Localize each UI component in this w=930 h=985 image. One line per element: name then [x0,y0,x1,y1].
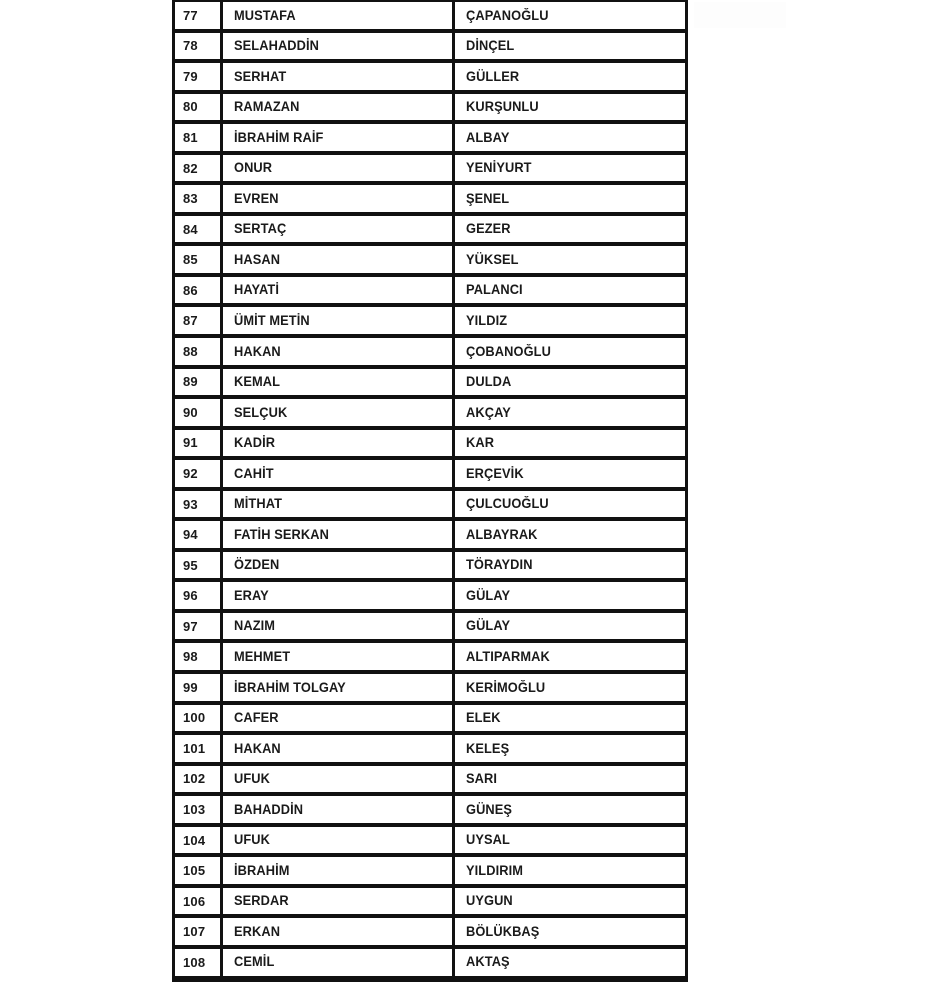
first-name-cell [223,703,455,734]
table-row [175,61,685,92]
last-name-cell [455,122,685,153]
first-name-text: ONUR [234,160,273,176]
table-row [175,947,685,978]
first-name-cell [223,367,455,398]
last-name-cell [455,214,685,245]
last-name-cell [455,275,685,306]
table-row [175,641,685,672]
row-index-cell [175,0,223,31]
first-name-cell [223,428,455,459]
table-row [175,611,685,642]
table-row [175,275,685,306]
last-name-text: YILDIRIM [466,862,524,878]
last-name-cell [455,367,685,398]
row-index-cell [175,733,223,764]
row-index-cell [175,305,223,336]
last-name-text: PALANCI [466,282,523,298]
first-name-cell [223,947,455,978]
last-name-text: YÜKSEL [466,251,519,267]
row-index-text: 99 [183,679,198,695]
row-index-text: 81 [183,129,198,145]
table-row [175,153,685,184]
first-name-text: HAKAN [234,740,281,756]
row-index-cell [175,611,223,642]
first-name-cell [223,92,455,123]
last-name-text: YENİYURT [466,160,532,176]
table-row [175,764,685,795]
first-name-cell [223,855,455,886]
row-index-text: 93 [183,496,198,512]
row-index-cell [175,153,223,184]
row-index-cell [175,428,223,459]
table-row [175,672,685,703]
row-index-text: 103 [183,801,206,817]
row-index-text: 86 [183,282,198,298]
last-name-text: ERÇEVİK [466,465,524,481]
first-name-text: UFUK [234,832,271,848]
last-name-text: ALBAYRAK [466,526,538,542]
first-name-text: CAFER [234,710,279,726]
row-index-text: 94 [183,527,198,543]
table-row [175,519,685,550]
last-name-cell [455,428,685,459]
last-name-text: ALTIPARMAK [466,649,550,664]
first-name-text: UFUK [234,771,271,787]
last-name-cell [455,61,685,92]
last-name-cell [455,183,685,214]
last-name-text: BÖLÜKBAŞ [466,923,540,939]
first-name-cell [223,31,455,62]
last-name-cell [455,641,685,672]
last-name-text: UYSAL [466,832,510,848]
table-row [175,92,685,123]
row-index-text: 82 [183,160,198,176]
last-name-text: GEZER [466,221,511,237]
first-name-cell [223,275,455,306]
first-name-cell [223,580,455,611]
first-name-cell [223,244,455,275]
table-row [175,122,685,153]
last-name-cell [455,550,685,581]
first-name-cell [223,550,455,581]
first-name-cell [223,61,455,92]
first-name-cell [223,397,455,428]
table-row [175,458,685,489]
first-name-text: SELAHADDİN [234,38,320,54]
last-name-cell [455,489,685,520]
table-row [175,0,685,31]
first-name-text: ÖZDEN [234,557,280,573]
first-name-cell [223,825,455,856]
row-index-cell [175,31,223,62]
first-name-cell [223,886,455,917]
table-row [175,489,685,520]
row-index-text: 100 [183,710,206,726]
first-name-text: MUSTAFA [234,7,296,23]
row-index-text: 92 [183,465,198,481]
row-index-text: 105 [183,863,206,879]
row-index-cell [175,641,223,672]
first-name-text: SELÇUK [234,404,288,420]
last-name-text: ÇULCUOĞLU [466,496,549,512]
last-name-text: GÜNEŞ [466,801,513,817]
first-name-cell [223,305,455,336]
last-name-cell [455,0,685,31]
row-index-text: 106 [183,893,206,909]
first-name-cell [223,183,455,214]
last-name-text: ÇOBANOĞLU [466,343,551,359]
last-name-cell [455,886,685,917]
last-name-text: GÜLLER [466,68,520,84]
first-name-text: İBRAHİM RAİF [234,129,324,145]
row-index-cell [175,244,223,275]
table-row [175,794,685,825]
table-row [175,183,685,214]
table-row [175,550,685,581]
last-name-text: AKÇAY [466,404,511,420]
row-index-text: 90 [183,404,198,420]
first-name-text: SERDAR [234,893,289,909]
first-name-text: NAZIM [234,618,276,634]
last-name-cell [455,31,685,62]
row-index-cell [175,122,223,153]
row-index-cell [175,916,223,947]
last-name-text: ÇAPANOĞLU [466,7,549,23]
row-index-text: 97 [183,618,198,634]
last-name-cell [455,825,685,856]
first-name-text: CEMİL [234,954,275,970]
row-index-text: 88 [183,343,198,359]
table-row [175,855,685,886]
first-name-text: KADİR [234,435,276,451]
last-name-cell [455,764,685,795]
last-name-text: SARI [466,771,498,787]
last-name-cell [455,611,685,642]
first-name-text: KEMAL [234,374,281,390]
first-name-cell [223,153,455,184]
row-index-cell [175,550,223,581]
row-index-cell [175,764,223,795]
table-row [175,733,685,764]
first-name-text: SERHAT [234,68,287,84]
last-name-cell [455,519,685,550]
first-name-cell [223,641,455,672]
last-name-text: UYGUN [466,893,513,909]
row-index-text: 85 [183,252,198,268]
row-index-cell [175,61,223,92]
row-index-cell [175,183,223,214]
row-index-cell [175,703,223,734]
last-name-text: DİNÇEL [466,38,515,54]
last-name-text: KURŞUNLU [466,99,539,115]
row-index-cell [175,519,223,550]
last-name-cell [455,672,685,703]
row-index-text: 87 [183,313,198,329]
first-name-cell [223,733,455,764]
row-index-text: 98 [183,649,198,665]
row-index-text: 108 [183,954,206,970]
first-name-text: HASAN [234,251,281,267]
last-name-cell [455,336,685,367]
row-index-text: 83 [183,191,198,207]
row-index-cell [175,580,223,611]
last-name-text: TÖRAYDIN [466,557,533,573]
first-name-cell [223,122,455,153]
table-row [175,397,685,428]
row-index-cell [175,794,223,825]
table-row [175,336,685,367]
first-name-text: ÜMİT METİN [234,312,310,328]
row-index-text: 96 [183,588,198,604]
last-name-text: GÜLAY [466,587,511,603]
first-name-cell [223,489,455,520]
table-row [175,244,685,275]
last-name-cell [455,153,685,184]
row-index-text: 78 [183,38,198,54]
row-index-cell [175,367,223,398]
row-index-cell [175,458,223,489]
first-name-text: HAYATİ [234,282,280,298]
last-name-text: ŞENEL [466,190,510,206]
first-name-text: SERTAÇ [234,221,287,237]
last-name-cell [455,92,685,123]
first-name-text: BAHADDİN [234,801,304,817]
table-row [175,916,685,947]
last-name-text: GÜLAY [466,618,511,634]
last-name-cell [455,397,685,428]
table-row [175,31,685,62]
last-name-cell [455,458,685,489]
table-row [175,886,685,917]
last-name-cell [455,580,685,611]
first-name-cell [223,0,455,31]
first-name-text: RAMAZAN [234,99,300,115]
row-index-text: 79 [183,68,198,84]
row-index-text: 80 [183,99,198,115]
row-index-text: 89 [183,374,198,390]
name-list-table [172,0,688,982]
row-index-text: 77 [183,7,198,23]
row-index-text: 95 [183,557,198,573]
first-name-cell [223,519,455,550]
row-index-text: 91 [183,435,198,451]
last-name-text: YILDIZ [466,312,508,328]
first-name-text: ERAY [234,587,269,603]
row-index-cell [175,214,223,245]
first-name-text: İBRAHİM TOLGAY [234,679,346,695]
row-index-cell [175,92,223,123]
table-row [175,703,685,734]
first-name-cell [223,214,455,245]
last-name-cell [455,733,685,764]
first-name-cell [223,458,455,489]
table-row [175,580,685,611]
table-row [175,367,685,398]
row-index-cell [175,855,223,886]
table-row [175,825,685,856]
row-index-cell [175,947,223,978]
last-name-text: KAR [466,435,495,451]
row-index-cell [175,275,223,306]
row-index-text: 102 [183,771,206,787]
row-index-text: 84 [183,221,198,237]
first-name-text: ERKAN [234,923,281,939]
last-name-text: KERİMOĞLU [466,679,546,695]
first-name-text: EVREN [234,190,279,206]
row-index-cell [175,825,223,856]
table-row [175,428,685,459]
first-name-text: CAHİT [234,465,274,481]
last-name-text: AKTAŞ [466,954,510,970]
first-name-text: HAKAN [234,343,281,359]
first-name-cell [223,916,455,947]
first-name-cell [223,672,455,703]
table-row [175,214,685,245]
last-name-text: DULDA [466,374,512,390]
first-name-cell [223,336,455,367]
last-name-cell [455,855,685,886]
row-index-cell [175,489,223,520]
row-index-cell [175,672,223,703]
last-name-text: ALBAY [466,129,510,145]
last-name-cell [455,916,685,947]
last-name-cell [455,244,685,275]
first-name-cell [223,611,455,642]
last-name-cell [455,794,685,825]
first-name-cell [223,794,455,825]
row-index-cell [175,336,223,367]
first-name-text: MEHMET [234,649,291,664]
first-name-cell [223,764,455,795]
row-index-text: 104 [183,832,206,848]
row-index-text: 107 [183,924,206,940]
row-index-text: 101 [183,740,206,756]
last-name-cell [455,305,685,336]
last-name-text: KELEŞ [466,740,510,756]
last-name-text: ELEK [466,710,501,726]
last-name-cell [455,703,685,734]
row-index-cell [175,886,223,917]
first-name-text: İBRAHİM [234,862,290,878]
first-name-text: MİTHAT [234,496,283,512]
first-name-text: FATİH SERKAN [234,526,329,542]
table-row [175,305,685,336]
last-name-cell [455,947,685,978]
row-index-cell [175,397,223,428]
scan-artifact [694,2,786,28]
